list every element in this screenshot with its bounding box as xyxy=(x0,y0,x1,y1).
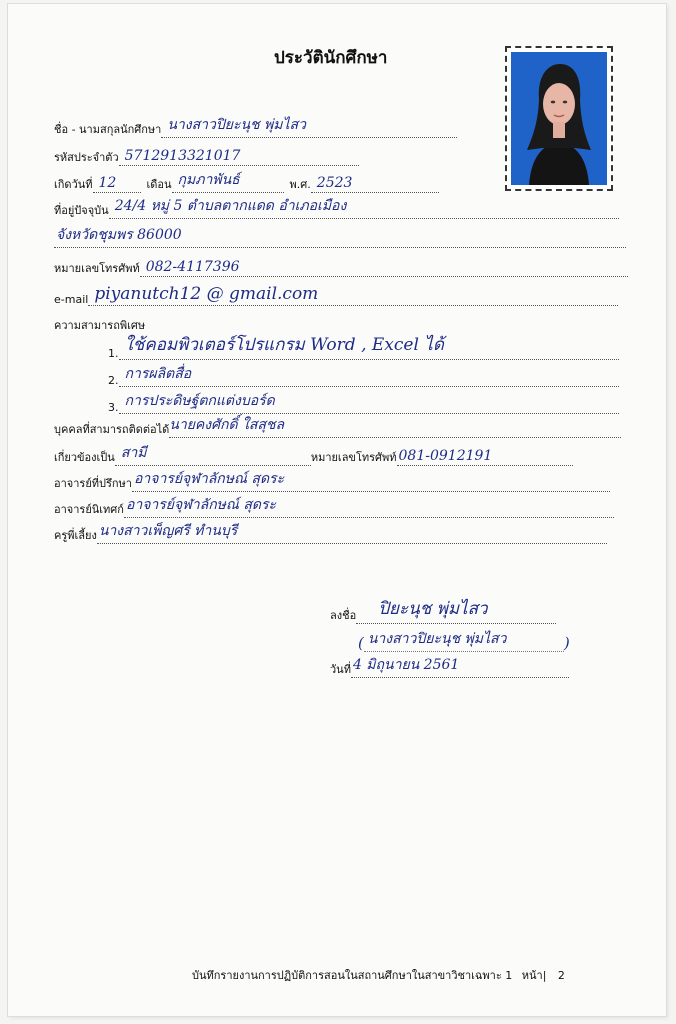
printed-name-row xyxy=(358,630,570,652)
skill-text: การผลิตสื่อ xyxy=(124,366,192,382)
relation-label: เกี่ยวข้องเป็น xyxy=(54,451,115,464)
email-field xyxy=(88,285,618,306)
address-field xyxy=(109,198,619,219)
address-field-2 xyxy=(54,227,626,248)
footer-text: บันทึกรายงานการปฏิบัติการสอนในสถานศึกษาในสาขาวิชาเฉพาะ 1 xyxy=(192,969,513,982)
mentor-row xyxy=(54,522,607,544)
contact-person-value: นายคงศักดิ์ ใสสุชล xyxy=(169,417,285,433)
advisor-value: อาจารย์จุฬาลักษณ์ สุดระ xyxy=(134,471,285,487)
contact-phone-field xyxy=(397,445,573,466)
phone-label: หมายเลขโทรศัพท์ xyxy=(54,262,140,275)
email-label: e-mail xyxy=(54,293,89,306)
email-row xyxy=(54,284,618,306)
advisor-row xyxy=(54,470,610,492)
date-field xyxy=(351,657,569,678)
skill-item xyxy=(108,365,619,387)
document-page xyxy=(8,4,666,1016)
page-footer xyxy=(192,966,565,984)
contact-phone-value: 081-0912191 xyxy=(398,448,493,464)
signature-field xyxy=(356,599,556,624)
contact-person-row xyxy=(54,416,621,438)
supervisor-label: อาจารย์นิเทศก์ xyxy=(54,503,124,516)
address-line1: 24/4 หมู่ 5 ตำบลตากแดด อำเภอเมือง xyxy=(114,198,347,214)
student-photo-frame xyxy=(505,46,613,191)
birth-day-label: เกิดวันที่ xyxy=(54,178,93,191)
mentor-field xyxy=(97,523,607,544)
name-field xyxy=(161,117,457,138)
skill-field xyxy=(119,335,619,360)
relation-field xyxy=(115,445,311,466)
contact-phone-label: หมายเลขโทรศัพท์ xyxy=(310,451,397,464)
supervisor-field xyxy=(124,497,614,518)
birth-day-value: 12 xyxy=(98,175,117,191)
email-value: piyanutch12 @ gmail.com xyxy=(94,284,319,304)
student-id-label: รหัสประจำตัว xyxy=(54,151,119,164)
signature-row xyxy=(330,599,556,624)
birth-month-label: เดือน xyxy=(146,178,172,191)
skill-number: 3. xyxy=(108,401,119,414)
birth-day-field xyxy=(93,172,141,193)
skill-number: 2. xyxy=(108,374,119,387)
birth-year-label: พ.ศ. xyxy=(289,178,311,191)
skill-item xyxy=(108,335,619,360)
signature-value: ปิยะนุช พุ่มไสว xyxy=(378,599,488,619)
supervisor-value: อาจารย์จุฬาลักษณ์ สุดระ xyxy=(125,497,277,513)
address-row-2 xyxy=(54,226,626,248)
student-id-row xyxy=(54,144,359,166)
name-value: นางสาวปิยะนุช พุ่มไสว xyxy=(167,117,306,133)
mentor-value: นางสาวเพ็ญศรี ทำนบุรี xyxy=(98,523,238,539)
address-label: ที่อยู่ปัจจุบัน xyxy=(54,204,109,217)
phone-row xyxy=(54,255,628,277)
skill-field xyxy=(119,366,619,387)
relation-value: สามี xyxy=(120,445,147,461)
contact-person-field xyxy=(169,417,621,438)
footer-page-number: 2 xyxy=(557,969,565,982)
skills-label: ความสามารถพิเศษ xyxy=(54,319,146,332)
address-line2: จังหวัดชุมพร 86000 xyxy=(56,227,182,243)
date-label: วันที่ xyxy=(330,663,351,676)
birth-year-value: 2523 xyxy=(316,175,353,191)
name-row xyxy=(54,116,457,138)
page-title: ประวัตินักศึกษา xyxy=(274,48,388,68)
student-id-field xyxy=(119,145,359,166)
signature-label: ลงชื่อ xyxy=(330,609,357,622)
address-row xyxy=(54,197,619,219)
date-row xyxy=(330,656,569,678)
printed-name-open-paren: ( xyxy=(358,634,364,652)
contact-person-label: บุคคลที่สามารถติดต่อได้ xyxy=(54,423,170,436)
phone-value: 082-4117396 xyxy=(145,259,240,275)
skill-field xyxy=(119,393,619,414)
date-value: 4 มิถุนายน 2561 xyxy=(352,657,460,673)
student-photo xyxy=(511,52,607,185)
birth-month-field xyxy=(172,172,284,193)
skill-item xyxy=(108,392,619,414)
printed-name-field xyxy=(364,631,564,652)
phone-field xyxy=(140,256,628,277)
birth-year-field xyxy=(311,172,439,193)
skill-text: ใช้คอมพิวเตอร์โปรแกรม Word , Excel ได้ xyxy=(124,335,444,355)
printed-name-value: นางสาวปิยะนุช พุ่มไสว xyxy=(367,631,507,647)
name-label: ชื่อ - นามสกุลนักศึกษา xyxy=(54,123,162,136)
footer-page-label: หน้า| xyxy=(521,969,547,982)
supervisor-row xyxy=(54,496,614,518)
skill-text: การประดิษฐ์ตกแต่งบอร์ด xyxy=(124,393,275,409)
printed-name-close-paren: ) xyxy=(563,634,570,652)
skill-number: 1. xyxy=(108,347,119,360)
advisor-field xyxy=(132,471,610,492)
relation-row xyxy=(54,444,573,466)
advisor-label: อาจารย์ที่ปรึกษา xyxy=(54,477,132,490)
birth-date-row xyxy=(54,171,439,193)
birth-month-value: กุมภาพันธ์ xyxy=(177,172,240,188)
student-id-value: 5712913321017 xyxy=(124,148,241,164)
mentor-label: ครูพี่เลี้ยง xyxy=(54,529,97,542)
